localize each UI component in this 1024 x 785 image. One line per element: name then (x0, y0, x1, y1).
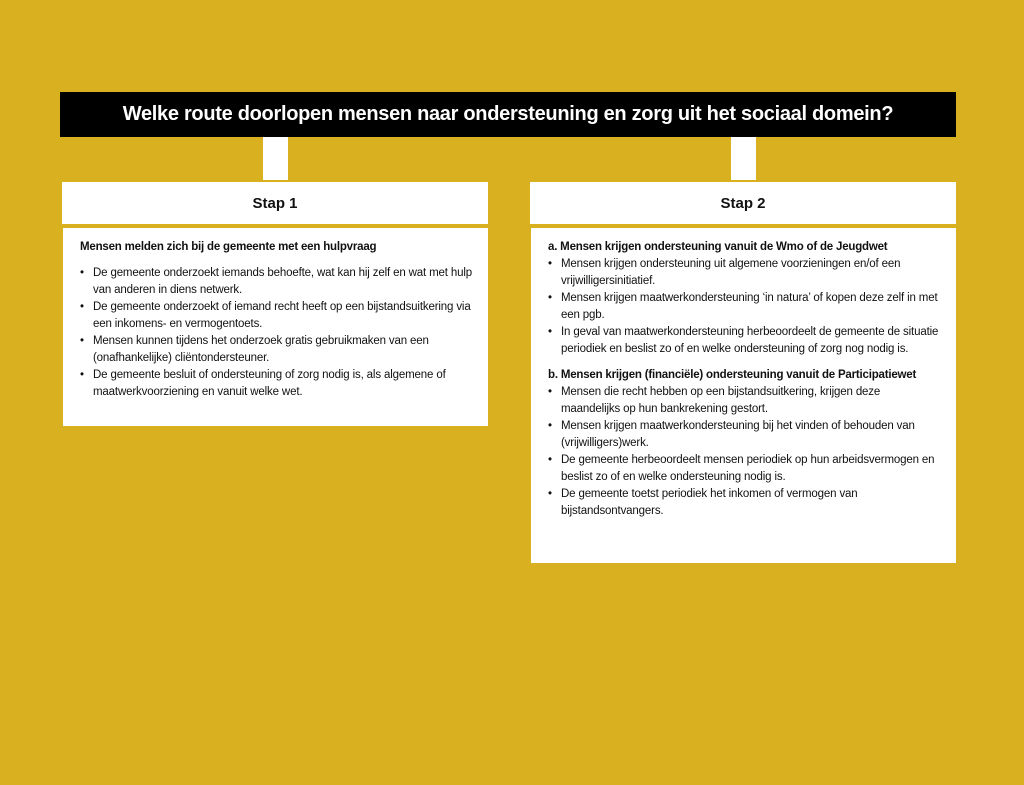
list-item: • Mensen krijgen ondersteuning uit algemene voorzieningen en/of een vrijwilligersinitiatief. (548, 256, 940, 290)
step-1-header: Stap 1 (62, 182, 488, 224)
list-item: • De gemeente toetst periodiek het inkomen of vermogen van bijstandsontvangers. (548, 486, 940, 520)
step-1-heading: Mensen melden zich bij de gemeente met een hulpvraag (80, 241, 377, 253)
step-2-section-a (548, 239, 940, 358)
step-2-section-b (548, 367, 940, 520)
list-item: • Mensen kunnen tijdens het onderzoek gratis gebruikmaken van een (onafhankelijke) cliëntondersteuner. (80, 333, 472, 367)
diagram-title: Welke route doorlopen mensen naar ondersteuning en zorg uit het sociaal domein? (60, 92, 956, 137)
step-1-box (63, 228, 488, 426)
list-item: • In geval van maatwerkondersteuning herbeoordeelt de gemeente de situatie periodiek en beslist zo of en welke ondersteuning of zorg nog nodig is. (548, 324, 940, 358)
list-item: • De gemeente besluit of ondersteuning of zorg nodig is, als algemene of maatwerkvoorziening en vanuit welke wet. (80, 367, 472, 401)
list-item: • De gemeente onderzoekt of iemand recht heeft op een bijstandsuitkering via een inkomens- en vermogentoets. (80, 299, 472, 333)
list-item: • Mensen krijgen maatwerkondersteuning bij het vinden of behouden van (vrijwilligers)werk. (548, 418, 940, 452)
connector-step-1 (263, 137, 288, 180)
list-item: • Mensen die recht hebben op een bijstandsuitkering, krijgen deze maandelijks op hun bankrekening gestort. (548, 384, 940, 418)
section-b-heading: b. Mensen krijgen (financiële) ondersteuning vanuit de Participatiewet (548, 369, 917, 381)
list-item: • De gemeente herbeoordeelt mensen periodiek op hun arbeidsvermogen en beslist zo of en welke ondersteuning nodig is. (548, 452, 940, 486)
step-2-header: Stap 2 (530, 182, 956, 224)
section-b-list (548, 384, 940, 520)
step-1-list (80, 265, 472, 401)
list-item: • Mensen krijgen maatwerkondersteuning ‘in natura’ of kopen deze zelf in met een pgb. (548, 290, 940, 324)
step-2-box (531, 228, 956, 563)
section-a-heading: a. Mensen krijgen ondersteuning vanuit de Wmo of de Jeugdwet (548, 241, 888, 253)
section-a-list (548, 256, 940, 358)
connector-step-2 (731, 137, 756, 180)
list-item: • De gemeente onderzoekt iemands behoefte, wat kan hij zelf en wat met hulp van anderen in diens netwerk. (80, 265, 472, 299)
